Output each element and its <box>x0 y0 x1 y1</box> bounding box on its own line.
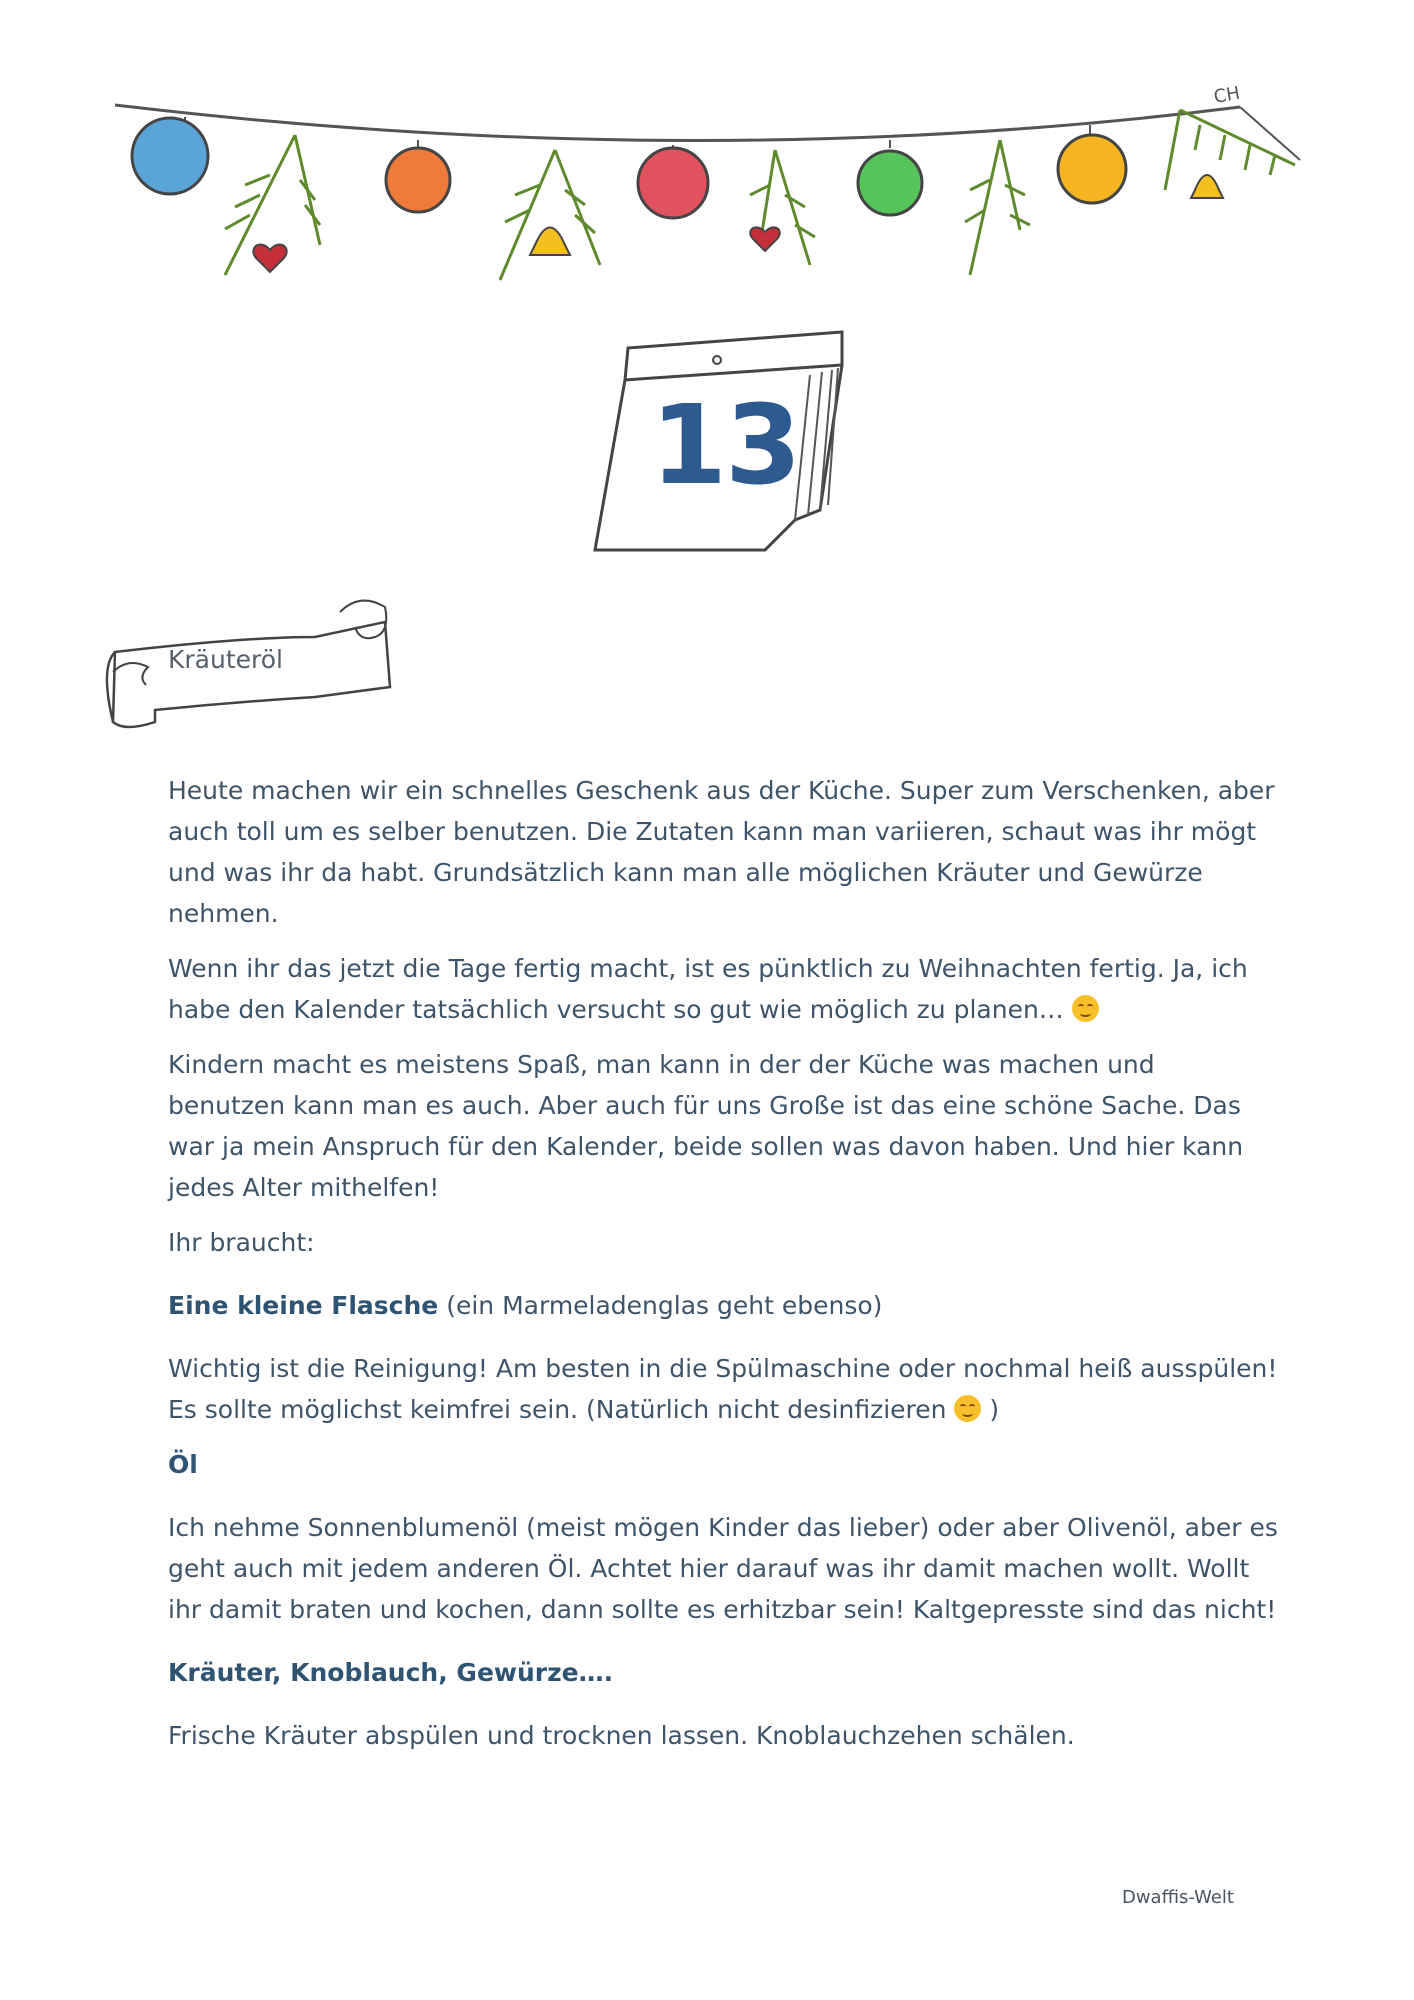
needs-label: Ihr braucht: <box>168 1228 315 1257</box>
yellow-ornament-icon <box>1058 125 1126 203</box>
footer-brand: Dwaffis-Welt <box>1121 1887 1234 1908</box>
pine-branch-icon <box>965 140 1030 275</box>
bell-icon <box>530 228 570 256</box>
artist-signature: CH <box>1212 82 1242 108</box>
christmas-garland-illustration <box>0 0 1414 300</box>
cleaning-text: Wichtig ist die Reinigung! Am besten in die Spülmaschine oder nochmal heiß ausspülen! Es sollte möglichst keimfrei sein. (Natürlich nicht desinfizieren <box>168 1354 1278 1424</box>
cleaning-text-end: ) <box>981 1395 1000 1424</box>
calendar-page-illustration <box>580 320 860 560</box>
recipe-text <box>168 770 1278 1770</box>
bottle-item <box>168 1285 1278 1326</box>
heart-icon <box>253 245 286 272</box>
herbs-heading: Kräuter, Knoblauch, Gewürze…. <box>168 1658 614 1687</box>
calendar-day-number: 13 <box>650 381 800 509</box>
green-ornament-icon <box>858 140 922 215</box>
intro-paragraph: Heute machen wir ein schnelles Geschenk aus der Küche. Super zum Verschenken, aber auch toll um es selber benutzen. Die Zutaten kann man variieren, schaut was ihr mögt und was ihr da habt. Grundsätzlich kann man alle möglichen Kräuter und Gewürze nehmen. <box>168 776 1275 928</box>
heart-icon <box>750 227 780 251</box>
bottle-heading: Eine kleine Flasche <box>168 1291 439 1320</box>
bottle-note: (ein Marmeladenglas geht ebenso) <box>438 1291 883 1320</box>
herbs-paragraph: Frische Kräuter abspülen und trocknen lassen. Knoblauchzehen schälen. <box>168 1721 1075 1750</box>
recipe-title: Kräuteröl <box>168 645 283 674</box>
pine-branch-icon <box>1165 110 1295 190</box>
oil-heading: Öl <box>168 1450 198 1479</box>
red-ornament-icon <box>638 145 708 218</box>
oil-paragraph: Ich nehme Sonnenblumenöl (meist mögen Kinder das lieber) oder aber Olivenöl, aber es geht auch mit jedem anderen Öl. Achtet hier darauf was ihr damit machen wollt. Wollt ihr damit braten und kochen, dann sollte es erhitzbar sein! Kaltgepresste sind das nicht! <box>168 1513 1278 1624</box>
orange-ornament-icon <box>386 140 450 212</box>
pine-branch-icon <box>750 150 815 265</box>
timing-text: Wenn ihr das jetzt die Tage fertig macht, ist es pünktlich zu Weihnachten fertig. Ja, ich habe den Kalender tatsächlich versucht so gut wie möglich zu planen… <box>168 954 1248 1024</box>
smiling-face-icon <box>1072 995 1099 1022</box>
herbs-item <box>168 1652 1278 1693</box>
blue-ornament-icon <box>132 117 208 194</box>
kids-paragraph: Kindern macht es meistens Spaß, man kann in der der Küche was machen und benutzen kann man es auch. Aber auch für uns Große ist das eine schöne Sache. Das war ja mein Anspruch für den Kalender, beide sollen was davon haben. Und hier kann jedes Alter mithelfen! <box>168 1050 1244 1202</box>
winking-face-icon <box>954 1395 981 1422</box>
timing-paragraph <box>168 948 1278 1030</box>
cleaning-paragraph <box>168 1348 1278 1430</box>
oil-item <box>168 1444 1278 1485</box>
bell-icon <box>1191 175 1223 198</box>
pine-branch-icon <box>500 150 600 280</box>
